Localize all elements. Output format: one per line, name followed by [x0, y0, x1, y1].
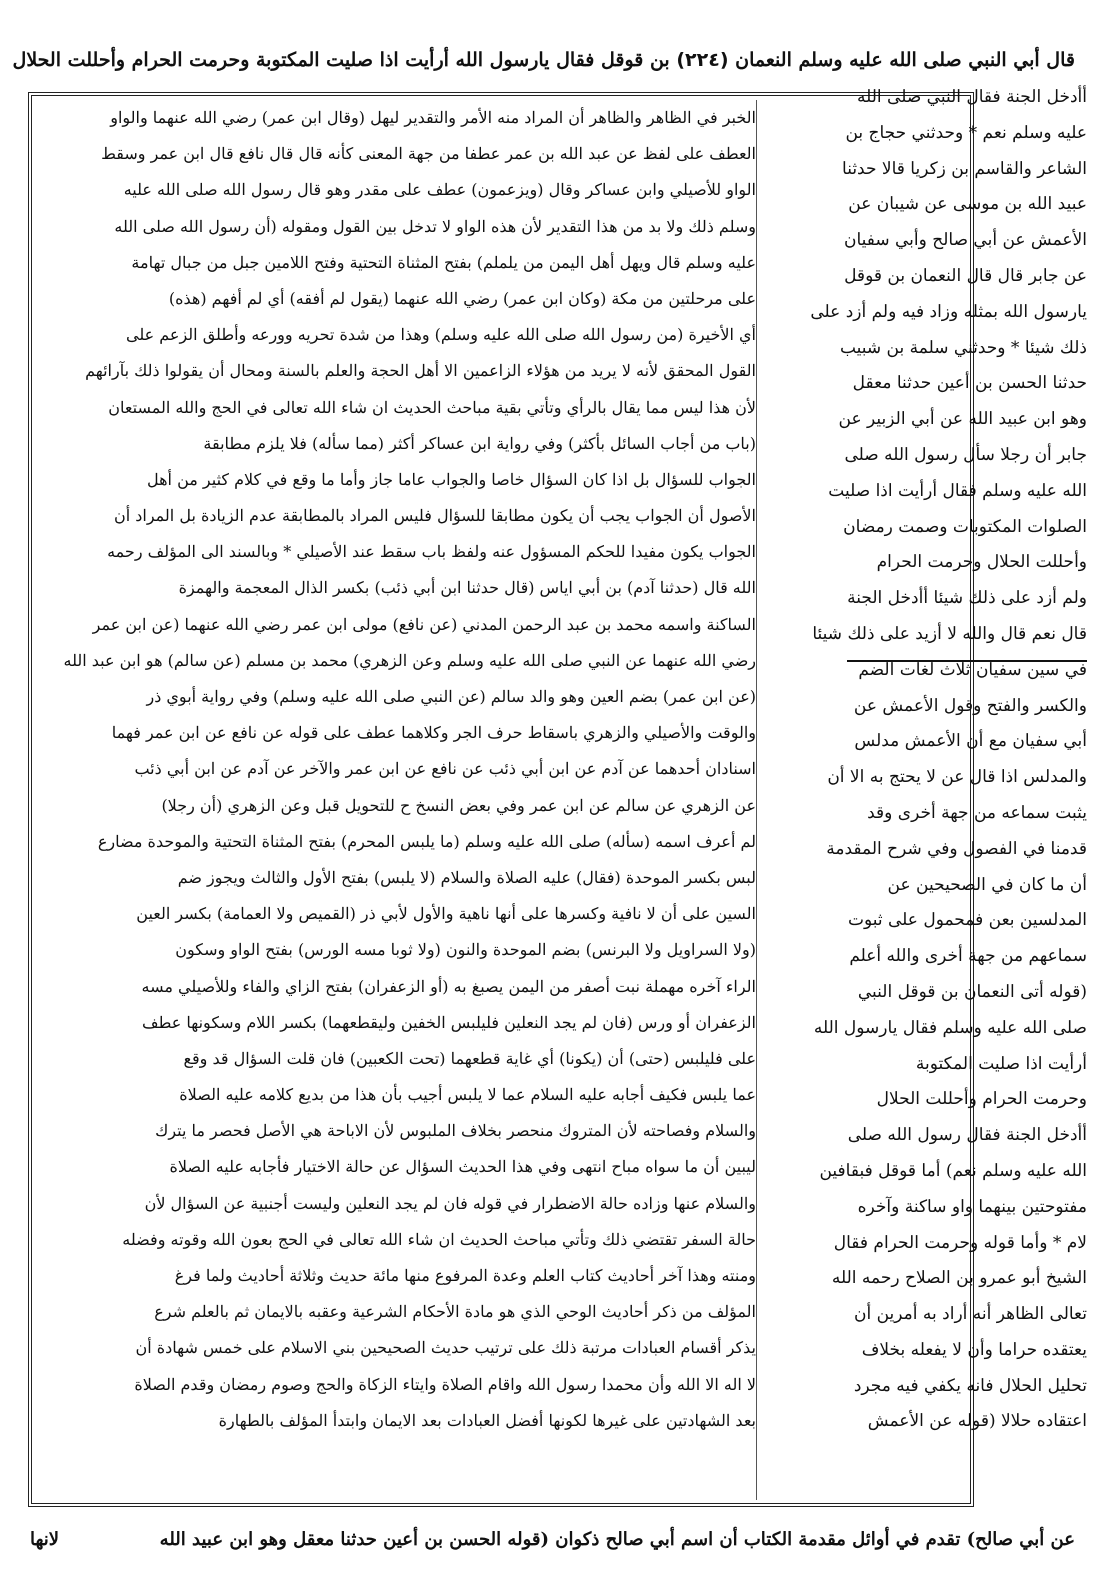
hadith-column — [810, 80, 1087, 1440]
commentary-line: ليبين أن ما سواه مباح انتهى وفي هذا الحديث السؤال عن حالة الاختيار فأجابه عليه الصلاة — [169, 1157, 756, 1177]
nawawi-line: (قوله أتى النعمان بن قوقل النبي — [857, 981, 1087, 1002]
nawawi-line: أن ما كان في الصحيحين عن — [887, 874, 1087, 895]
page-header — [12, 45, 1075, 75]
hadith-line: وهو ابن عبيد الله عن أبي الزبير عن — [838, 409, 1087, 430]
header-text-start: قال أبي النبي صلى الله عليه وسلم النعمان — [735, 49, 1075, 71]
commentary-text — [46, 100, 756, 1475]
nawawi-line: أرأيت اذا صليت المكتوبة — [915, 1053, 1087, 1074]
commentary-line: لم أعرف اسمه (سأله) صلى الله عليه وسلم (ما يلبس المحرم) بفتح المثناة التحتية والموحدة مضارع — [97, 831, 756, 851]
nawawi-line: صلى الله عليه وسلم فقال يارسول الله — [813, 1017, 1087, 1038]
nawawi-line: يثبت سماعه من جهة أخرى وقد — [867, 802, 1087, 823]
nawawi-line: المدلسين بعن فمحمول على ثبوت — [847, 910, 1087, 931]
commentary-line: الأصول أن الجواب يجب أن يكون مطابقا للسؤال فليس المراد بالمطابقة عدم الزيادة بل المراد أن — [113, 506, 756, 526]
hadith-line: الله عليه وسلم فقال أرأيت اذا صليت — [828, 480, 1087, 501]
nawawi-line: أبي سفيان مع أن الأعمش مدلس — [854, 731, 1087, 752]
commentary-line: الله قال (حدثنا آدم) بن أبي اياس (قال حدثنا ابن أبي ذئب) بكسر الذال المعجمة والهمزة — [178, 578, 756, 598]
commentary-line — [46, 1439, 756, 1475]
commentary-line: والوقت والأصيلي والزهري باسقاط حرف الجر وكلاهما عطف على قوله عن نافع عن ابن عمر فهما — [111, 723, 756, 743]
hadith-line: عبيد الله بن موسى عن شيبان عن — [848, 194, 1087, 215]
nawawi-line: لام * وأما قوله وحرمت الحرام فقال — [833, 1232, 1087, 1253]
page-number: (٢٢٤) — [676, 49, 729, 71]
nawawi-line: سماعهم من جهة أخرى والله أعلم — [849, 946, 1087, 967]
commentary-line: لبس بكسر الموحدة (فقال) عليه الصلاة والسلام (لا يلبس) بفتح الأول والثالث ويجوز ضم — [177, 867, 756, 887]
commentary-line: (ولا السراويل ولا البرنس) بضم الموحدة والنون (ولا ثوبا مسه الورس) بفتح الواو وسكون — [175, 940, 756, 960]
commentary-line: (عن ابن عمر) بضم العين وهو والد سالم (عن النبي صلى الله عليه وسلم) وفي رواية أبوي ذر — [146, 687, 756, 706]
header-text-end: بن قوقل فقال يارسول الله أرأيت اذا صليت المكتوبة وحرمت الحرام وأحللت الحلال — [12, 49, 670, 71]
hadith-line: ذلك شيئا * وحدثني سلمة بن شبيب — [839, 337, 1087, 358]
nawawi-line: والكسر والفتح وقول الأعمش عن — [853, 695, 1087, 716]
commentary-line: رضي الله عنهما عن النبي صلى الله عليه وسلم وعن الزهري) محمد بن مسلم (عن سالم) هو ابن عبد الله — [63, 650, 756, 670]
commentary-line: عليه وسلم قال ويهل أهل اليمن من يلملم) بفتح المثناة التحتية وفتح اللامين جبل من جبال تهامة — [131, 252, 756, 272]
nawawi-line: يعتقده حراما وأن لا يفعله بخلاف — [861, 1339, 1087, 1360]
commentary-line: الزعفران أو ورس (فان لم يجد النعلين فليلبس الخفين وليقطعهما) بكسر اللام وسكونها عطف — [142, 1012, 756, 1032]
commentary-line: الساكنة واسمه محمد بن عبد الرحمن المدني (عن نافع) مولى ابن عمر رضي الله عنهما (عن ابن عمر — [92, 614, 756, 634]
commentary-line: على مرحلتين من مكة (وكان ابن عمر) رضي الله عنهما (يقول لم أفقه) أي لم أفهم (هذه) — [168, 288, 756, 308]
nawawi-line: مفتوحتين بينهما واو ساكنة وآخره — [857, 1196, 1087, 1217]
commentary-line: لا اله الا الله وأن محمدا رسول الله واقام الصلاة وايتاء الزكاة والحج وصوم رمضان وقدم الصلاة — [134, 1374, 756, 1394]
column-separator — [847, 660, 1087, 662]
hadith-line: حدثنا الحسن بن أعين حدثنا معقل — [852, 373, 1087, 394]
nawawi-line: في سين سفيان ثلاث لغات الضم — [858, 659, 1087, 680]
commentary-line: الجواب للسؤال بل اذا كان السؤال خاصا والجواب عاما جاز وأما ما وقع في كلام كثير من أهل — [146, 469, 756, 489]
commentary-line: يذكر أقسام العبادات مرتبة ذلك على ترتيب حديث الصحيحين بني الاسلام على خمس شهادة أن — [135, 1338, 756, 1358]
nawawi-line: وحرمت الحرام وأحللت الحلال — [876, 1089, 1087, 1110]
hadith-line: الصلوات المكتوبات وصمت رمضان — [843, 516, 1087, 537]
hadith-line: قال نعم قال والله لا أزيد على ذلك شيئا — [812, 623, 1087, 644]
hadith-line: الأعمش عن أبي صالح وأبي سفيان — [843, 230, 1087, 251]
commentary-line: أي الأخيرة (من رسول الله صلى الله عليه وسلم) وهذا من شدة تحريه وورعه وأطلق الزعم على — [126, 325, 756, 345]
commentary-line: اسنادان أحدهما عن آدم عن ابن أبي ذئب عن نافع عن ابن عمر والآخر عن آدم عن ابن أبي ذئب — [134, 759, 756, 779]
catchword: لانها — [30, 1529, 60, 1550]
commentary-line: (باب من أجاب السائل بأكثر) وفي رواية ابن عساكر أكثر (مما سأله) فلا يلزم مطابقة — [203, 433, 756, 453]
commentary-line: والسلام وفصاحته لأن المتروك منحصر بخلاف الملبوس لأن الاباحة هي الأصل فحصر ما يترك — [155, 1121, 756, 1141]
nawawi-line: الله عليه وسلم نعم) أما قوقل فبقافين — [819, 1160, 1087, 1181]
hadith-line: يارسول الله بمثله وزاد فيه ولم أزد على — [810, 301, 1087, 322]
commentary-line: السين على أن لا نافية وكسرها على أنها ناهية والأول لأبي ذر (القميص ولا العمامة) بكسر العين — [136, 904, 756, 924]
footer-text: عن أبي صالح) تقدم في أوائل مقدمة الكتاب أن اسم أبي صالح ذكوان (قوله الحسن بن أعين حدثنا معقل وهو ابن عبيد الله — [159, 1529, 1075, 1550]
nawawi-line: أأدخل الجنة فقال رسول الله صلى — [847, 1125, 1087, 1146]
nawawi-line: اعتقاده حلالا (قوله عن الأعمش — [867, 1411, 1087, 1432]
hadith-line: عليه وسلم نعم * وحدثني حجاج بن — [845, 122, 1087, 143]
commentary-line: والسلام عنها وزاده حالة الاضطرار في قوله فان لم يجد النعلين وليست أجنبية عن السؤال لأن — [144, 1193, 756, 1213]
hadith-line: أأدخل الجنة فقال النبي صلى الله — [856, 87, 1087, 107]
commentary-line: الواو للأصيلي وابن عساكر وقال (ويزعمون) عطف على مقدر وهو قال رسول الله صلى الله عليه — [123, 180, 756, 200]
hadith-line: ولم أزد على ذلك شيئا أأدخل الجنة — [847, 588, 1087, 609]
column-divider — [756, 100, 757, 1500]
page-footer — [30, 1525, 1075, 1555]
hadith-line: جابر أن رجلا سأل رسول الله صلى — [844, 444, 1087, 465]
commentary-line: لأن هذا ليس مما يقال بالرأي وتأتي بقية مباحث الحديث ان شاء الله تعالى في الحج والله المستعان — [108, 397, 756, 417]
hadith-line: وأحللت الحلال وحرمت الحرام — [876, 552, 1087, 573]
commentary-line: الجواب يكون مفيدا للحكم المسؤول عنه ولفظ باب سقط عند الأصيلي * وبالسند الى المؤلف رحمه — [107, 542, 756, 562]
commentary-line: عن الزهري عن سالم عن ابن عمر وفي بعض النسخ ح للتحويل قبل وعن الزهري (أن رجلا) — [161, 795, 756, 815]
commentary-line: بعد الشهادتين على غيرها لكونها أفضل العبادات بعد الايمان وابتدأ المؤلف بالطهارة — [218, 1410, 756, 1430]
commentary-line: وسلم ذلك ولا بد من هذا التقدير لأن هذه الواو لا تدخل بين القول ومقوله (أن رسول الله صلى الله — [114, 216, 756, 236]
hadith-line: الشاعر والقاسم بن زكريا قالا حدثنا — [842, 158, 1087, 179]
nawawi-line: قدمنا في الفصول وفي شرح المقدمة — [826, 838, 1087, 859]
commentary-line: حالة السفر تقتضي ذلك وتأتي مباحث الحديث ان شاء الله تعالى في الحج بعون الله وقوته وفضله — [122, 1229, 756, 1249]
commentary-line: الخبر في الظاهر والظاهر أن المراد منه الأمر والتقدير ليهل (وقال ابن عمر) رضي الله عنهما والواو — [110, 108, 756, 127]
commentary-line: المؤلف من ذكر أحاديث الوحي الذي هو مادة الأحكام الشرعية وعقبه بالايمان ثم بالعلم شرع — [154, 1302, 756, 1322]
hadith-line: عن جابر قال قال النعمان بن قوقل — [844, 265, 1087, 286]
commentary-line: الراء آخره مهملة نبت أصفر من اليمن يصبغ به (أو الزعفران) بفتح الزاي والفاء وللأصيلي مسه — [141, 976, 756, 996]
commentary-line: عما يلبس فكيف أجابه عليه السلام عما لا يلبس أجيب بأن هذا من بديع كلامه عليه الصلاة — [179, 1085, 756, 1105]
nawawi-line: تحليل الحلال فانه يكفي فيه مجرد — [853, 1375, 1087, 1396]
commentary-line: العطف على لفظ عن عبد الله بن عمر عطفا من جهة المعنى كأنه قال قال نافع قال ابن عمر وسقط — [101, 144, 756, 164]
commentary-line: على فليلبس (حتى) أن (يكونا) أي غاية قطعهما (تحت الكعبين) فان قلت السؤال قد وقع — [183, 1048, 756, 1068]
commentary-line: ومنته وهذا آخر أحاديث كتاب العلم وعدة المرفوع منها مائة حديث وثلاثة أحاديث ولما فرغ — [174, 1266, 756, 1285]
nawawi-line: والمدلس اذا قال عن لا يحتج به الا أن — [827, 767, 1087, 788]
nawawi-line: تعالى الظاهر أنه أراد به أمرين أن — [854, 1304, 1087, 1325]
nawawi-line: الشيخ أبو عمرو بن الصلاح رحمه الله — [831, 1268, 1087, 1289]
commentary-line: القول المحقق لأنه لا يريد من هؤلاء الزاعمين الا أهل الحجة والعلم بالسنة ومحال أن يقولوا ذلك بآرائهم — [85, 361, 756, 381]
